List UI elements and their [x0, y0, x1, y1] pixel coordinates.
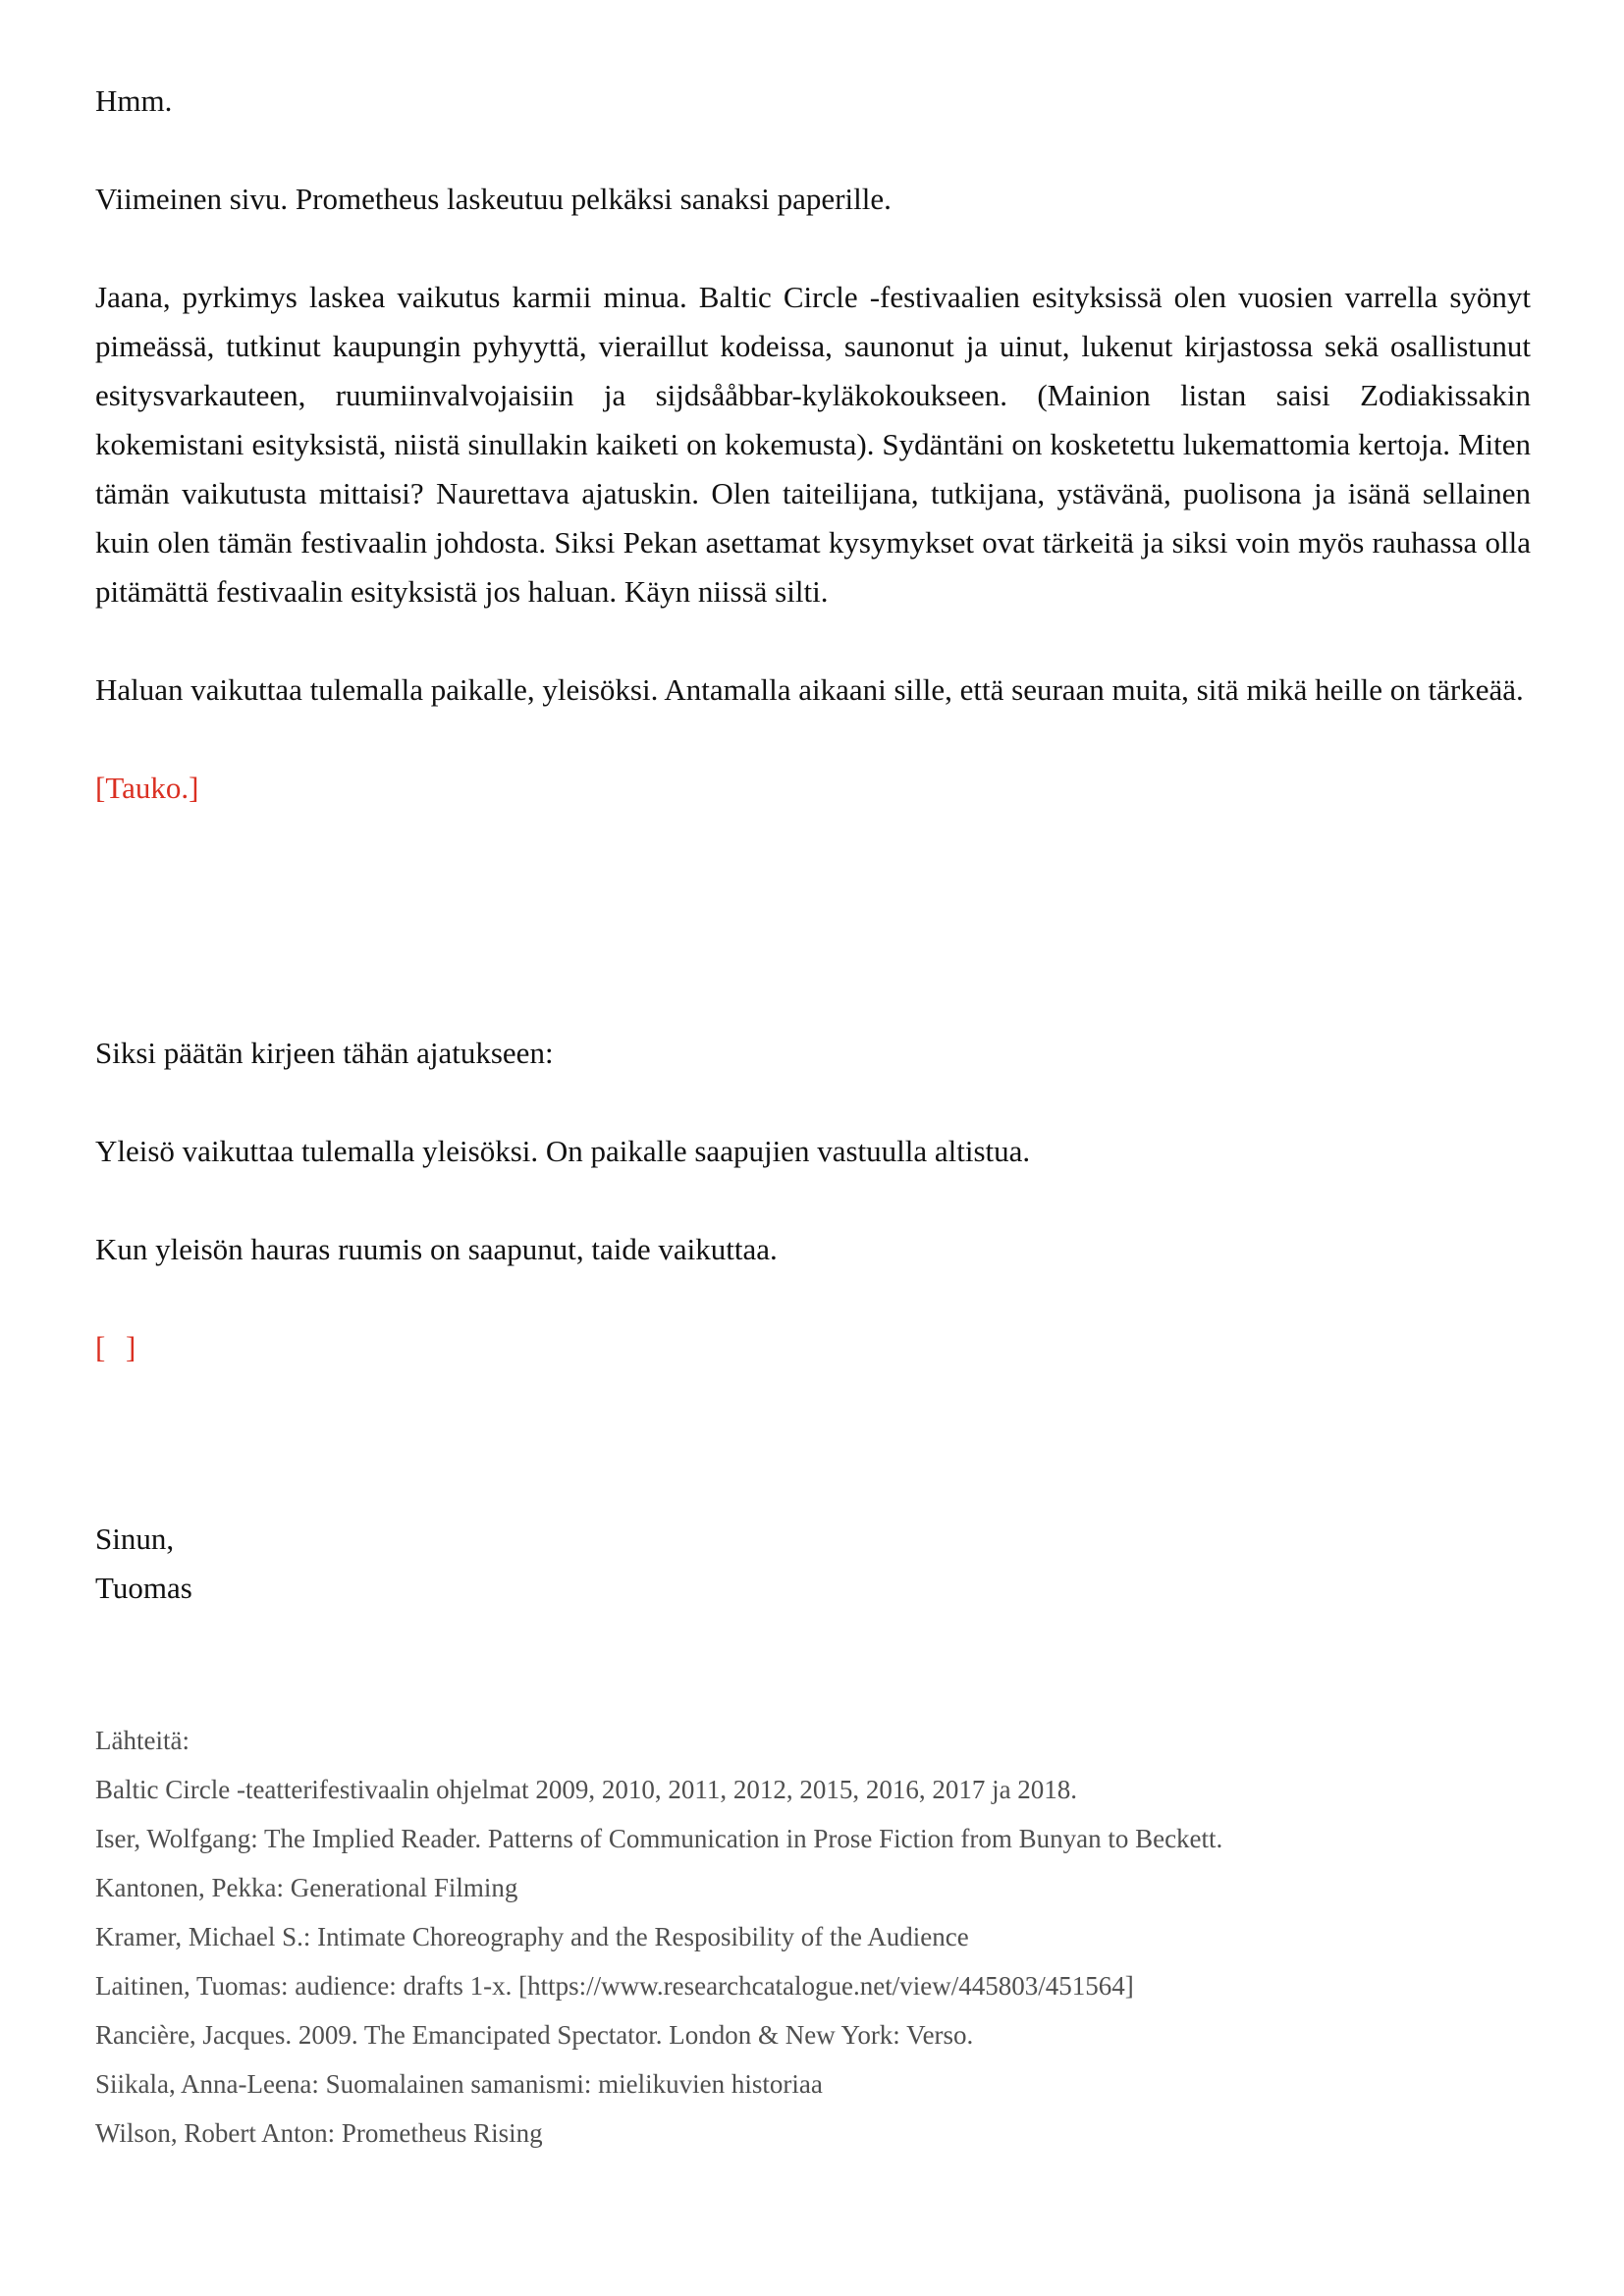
reference-item: Laitinen, Tuomas: audience: drafts 1-x. [https://www.researchcatalogue.net/view/445803/451564]	[95, 1971, 1134, 2001]
paragraph-yleiso-vaikuttaa: Yleisö vaikuttaa tulemalla yleisöksi. On paikalle saapujien vastuulla altistua.	[95, 1134, 1031, 1168]
paragraph-haluan-vaikuttaa: Haluan vaikuttaa tulemalla paikalle, yleisöksi. Antamalla aikaani sille, että seuraan muita, sitä mikä heille on tärkeää.	[95, 672, 1524, 707]
reference-item: Baltic Circle -teatterifestivaalin ohjelmat 2009, 2010, 2011, 2012, 2015, 2016, 2017 ja 2018.	[95, 1775, 1078, 1804]
empty-bracket-marker: [ ]	[95, 1330, 136, 1364]
reference-item: Rancière, Jacques. 2009. The Emancipated Spectator. London & New York: Verso.	[95, 2020, 974, 2050]
paragraph-jaana: Jaana, pyrkimys laskea vaikutus karmii minua. Baltic Circle -festivaalien esityksissä olen vuosien varrella syönyt pimeässä, tutkinut kaupungin pyhyyttä, vieraillut kodeissa, saunonut ja uinut, lukenut kirjastossa sekä osallistunut esitysvarkauteen, ruumiinvalvojaisiin ja sijdsååbbar-kyläkokoukseen. (Mainion listan saisi Zodiakissakin kokemistani esityksistä, niistä sinullakin kaiketi on kokemusta). Sydäntäni on kosketettu lukemattomia kertoja. Miten tämän vaikutusta mittaisi? Naurettava ajatuskin. Olen taiteilijana, tutkijana, ystävänä, puolisona ja isänä sellainen kuin olen tämän festivaalin johdosta. Siksi Pekan asettamat kysymykset ovat tärkeitä ja siksi voin myös rauhassa olla pitämättä festivaalin esityksistä jos haluan. Käyn niissä silti.	[95, 280, 1531, 609]
reference-item: Kramer, Michael S.: Intimate Choreography and the Resposibility of the Audience	[95, 1922, 969, 1951]
reference-item: Siikala, Anna-Leena: Suomalainen samanismi: mielikuvien historiaa	[95, 2069, 823, 2099]
signoff-closing: Sinun,	[95, 1522, 175, 1556]
pause-marker: [Tauko.]	[95, 771, 199, 805]
paragraph-kun-yleison: Kun yleisön hauras ruumis on saapunut, taide vaikuttaa.	[95, 1232, 778, 1266]
signoff	[95, 1515, 1531, 1613]
paragraph-hmm: Hmm.	[95, 83, 173, 118]
reference-item: Wilson, Robert Anton: Prometheus Rising	[95, 2118, 543, 2148]
references-heading: Lähteitä:	[95, 1726, 189, 1755]
paragraph-siksi-paatan: Siksi päätän kirjeen tähän ajatukseen:	[95, 1036, 554, 1070]
paragraph-viimeinen-sivu: Viimeinen sivu. Prometheus laskeutuu pelkäksi sanaksi paperille.	[95, 182, 892, 216]
reference-item: Iser, Wolfgang: The Implied Reader. Patterns of Communication in Prose Fiction from Bunyan to Beckett.	[95, 1824, 1223, 1853]
reference-item: Kantonen, Pekka: Generational Filming	[95, 1873, 518, 1902]
references-section	[95, 1716, 1531, 2158]
signoff-name: Tuomas	[95, 1571, 192, 1605]
